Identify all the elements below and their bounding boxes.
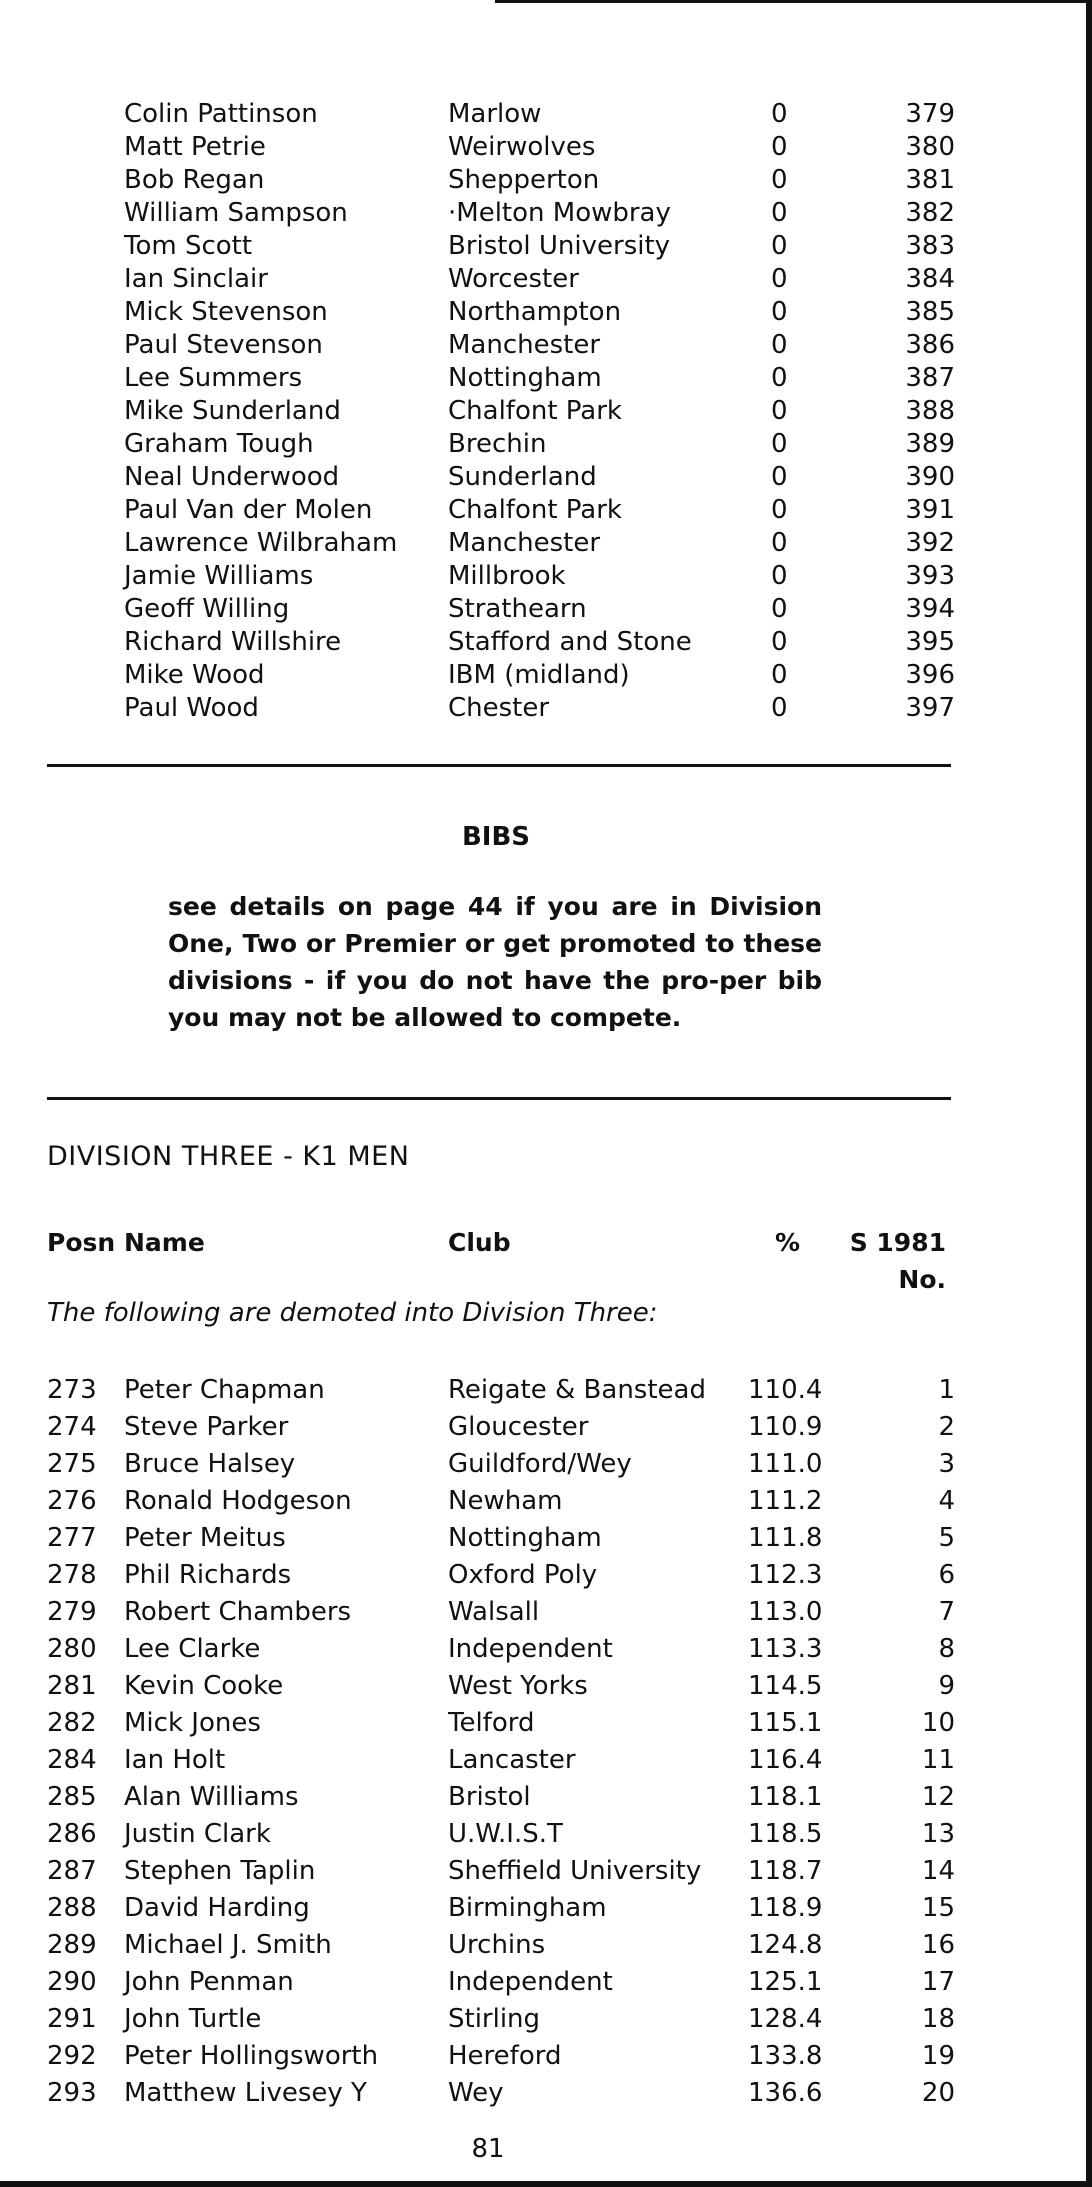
competitor-value: 0 <box>771 198 788 228</box>
row-position: 274 <box>47 1412 97 1442</box>
row-name: Peter Meitus <box>124 1523 286 1553</box>
row-club: Independent <box>448 1967 613 1997</box>
table-row <box>0 1559 1092 1592</box>
row-name: Phil Richards <box>124 1560 292 1590</box>
list-item <box>0 230 1092 263</box>
row-name: John Penman <box>124 1967 294 1997</box>
row-position: 286 <box>47 1819 97 1849</box>
competitor-value: 0 <box>771 495 788 525</box>
row-position: 280 <box>47 1634 97 1664</box>
competitor-club: Shepperton <box>448 165 600 195</box>
competitor-number: 395 <box>905 627 955 657</box>
divider-rule <box>47 1097 951 1100</box>
row-percent: 128.4 <box>748 2004 823 2034</box>
table-row <box>0 2077 1092 2110</box>
competitor-club: Nottingham <box>448 363 602 393</box>
competitor-value: 0 <box>771 396 788 426</box>
row-number: 7 <box>938 1597 955 1627</box>
row-name: Ian Holt <box>124 1745 226 1775</box>
row-percent: 115.1 <box>748 1708 823 1738</box>
competitor-club: Millbrook <box>448 561 566 591</box>
competitor-name: Mike Sunderland <box>124 396 341 426</box>
row-number: 19 <box>921 2041 955 2071</box>
table-row <box>0 1966 1092 1999</box>
row-club: Nottingham <box>448 1523 602 1553</box>
competitor-name: Neal Underwood <box>124 462 340 492</box>
competitor-number: 396 <box>905 660 955 690</box>
row-name: Michael J. Smith <box>124 1930 332 1960</box>
row-club: Telford <box>448 1708 535 1738</box>
row-position: 288 <box>47 1893 97 1923</box>
row-number: 16 <box>921 1930 955 1960</box>
row-percent: 113.3 <box>748 1634 823 1664</box>
row-club: Urchins <box>448 1930 546 1960</box>
row-percent: 124.8 <box>748 1930 823 1960</box>
header-club: Club <box>448 1228 511 1257</box>
competitor-club: IBM (midland) <box>448 660 630 690</box>
competitor-number: 392 <box>905 528 955 558</box>
list-item <box>0 494 1092 527</box>
list-item <box>0 461 1092 494</box>
row-number: 20 <box>921 2078 955 2108</box>
competitor-value: 0 <box>771 594 788 624</box>
table-row <box>0 1374 1092 1407</box>
competitor-name: Matt Petrie <box>124 132 266 162</box>
competitor-number: 387 <box>905 363 955 393</box>
list-item <box>0 164 1092 197</box>
row-name: Lee Clarke <box>124 1634 261 1664</box>
competitor-name: Mick Stevenson <box>124 297 328 327</box>
row-number: 18 <box>921 2004 955 2034</box>
row-name: Steve Parker <box>124 1412 289 1442</box>
competitor-number: 385 <box>905 297 955 327</box>
row-name: Justin Clark <box>124 1819 271 1849</box>
row-club: U.W.I.S.T <box>448 1819 563 1849</box>
competitor-value: 0 <box>771 462 788 492</box>
competitor-value: 0 <box>771 627 788 657</box>
row-position: 279 <box>47 1597 97 1627</box>
row-name: Stephen Taplin <box>124 1856 316 1886</box>
competitor-club: Stafford and Stone <box>448 627 692 657</box>
competitor-club: Chalfont Park <box>448 495 622 525</box>
row-percent: 116.4 <box>748 1745 823 1775</box>
competitor-number: 382 <box>905 198 955 228</box>
table-row <box>0 1522 1092 1555</box>
list-item <box>0 593 1092 626</box>
competitor-number: 397 <box>905 693 955 723</box>
row-number: 6 <box>938 1560 955 1590</box>
competitor-number: 393 <box>905 561 955 591</box>
competitor-value: 0 <box>771 231 788 261</box>
division-title: DIVISION THREE - K1 MEN <box>47 1141 410 1172</box>
competitor-club: Weirwolves <box>448 132 596 162</box>
list-item <box>0 395 1092 428</box>
row-position: 282 <box>47 1708 97 1738</box>
row-position: 273 <box>47 1375 97 1405</box>
competitor-club: Sunderland <box>448 462 597 492</box>
list-item <box>0 659 1092 692</box>
competitor-club: Northampton <box>448 297 622 327</box>
competitor-value: 0 <box>771 297 788 327</box>
row-position: 281 <box>47 1671 97 1701</box>
competitor-name: Jamie Williams <box>124 561 314 591</box>
competitor-value: 0 <box>771 693 788 723</box>
competitor-name: Geoff Willing <box>124 594 290 624</box>
row-percent: 118.9 <box>748 1893 823 1923</box>
row-percent: 114.5 <box>748 1671 823 1701</box>
competitor-value: 0 <box>771 561 788 591</box>
competitor-value: 0 <box>771 99 788 129</box>
table-row <box>0 1855 1092 1888</box>
row-number: 9 <box>938 1671 955 1701</box>
competitor-name: Paul Van der Molen <box>124 495 373 525</box>
header-name: Name <box>124 1228 205 1257</box>
row-name: Robert Chambers <box>124 1597 352 1627</box>
competitor-name: Richard Willshire <box>124 627 342 657</box>
row-number: 15 <box>921 1893 955 1923</box>
competitor-value: 0 <box>771 264 788 294</box>
page-edge-top <box>495 0 1092 3</box>
row-position: 289 <box>47 1930 97 1960</box>
row-club: West Yorks <box>448 1671 588 1701</box>
row-number: 2 <box>938 1412 955 1442</box>
list-item <box>0 692 1092 725</box>
competitor-number: 391 <box>905 495 955 525</box>
row-position: 277 <box>47 1523 97 1553</box>
row-number: 3 <box>938 1449 955 1479</box>
competitor-name: Paul Stevenson <box>124 330 323 360</box>
header-s1981: S 1981 <box>849 1228 946 1257</box>
table-row <box>0 1411 1092 1444</box>
competitor-number: 380 <box>905 132 955 162</box>
row-name: Alan Williams <box>124 1782 299 1812</box>
row-position: 285 <box>47 1782 97 1812</box>
row-club: Gloucester <box>448 1412 589 1442</box>
competitor-club: Chalfont Park <box>448 396 622 426</box>
competitor-number: 379 <box>905 99 955 129</box>
row-name: Peter Hollingsworth <box>124 2041 379 2071</box>
row-name: Mick Jones <box>124 1708 261 1738</box>
competitor-value: 0 <box>771 660 788 690</box>
demoted-note: The following are demoted into Division Three: <box>47 1298 658 1328</box>
competitor-club: Strathearn <box>448 594 587 624</box>
row-number: 5 <box>938 1523 955 1553</box>
competitor-number: 389 <box>905 429 955 459</box>
table-row <box>0 2040 1092 2073</box>
row-club: Guildford/Wey <box>448 1449 632 1479</box>
row-name: Matthew Livesey Y <box>124 2078 367 2108</box>
competitor-name: Lawrence Wilbraham <box>124 528 398 558</box>
page-edge-bottom <box>0 2181 1092 2187</box>
row-percent: 118.5 <box>748 1819 823 1849</box>
row-percent: 111.8 <box>748 1523 823 1553</box>
list-item <box>0 197 1092 230</box>
competitor-number: 388 <box>905 396 955 426</box>
list-item <box>0 296 1092 329</box>
competitor-value: 0 <box>771 165 788 195</box>
competitor-value: 0 <box>771 429 788 459</box>
competitor-value: 0 <box>771 330 788 360</box>
table-row <box>0 1633 1092 1666</box>
row-club: Wey <box>448 2078 504 2108</box>
row-position: 287 <box>47 1856 97 1886</box>
list-item <box>0 362 1092 395</box>
row-percent: 113.0 <box>748 1597 823 1627</box>
competitor-name: Ian Sinclair <box>124 264 268 294</box>
row-number: 17 <box>921 1967 955 1997</box>
row-name: Kevin Cooke <box>124 1671 284 1701</box>
competitor-number: 390 <box>905 462 955 492</box>
row-club: Lancaster <box>448 1745 576 1775</box>
row-position: 291 <box>47 2004 97 2034</box>
row-club: Reigate & Banstead <box>448 1375 706 1405</box>
competitor-name: Paul Wood <box>124 693 259 723</box>
list-item <box>0 428 1092 461</box>
row-percent: 111.0 <box>748 1449 823 1479</box>
row-position: 278 <box>47 1560 97 1590</box>
row-position: 290 <box>47 1967 97 1997</box>
row-percent: 133.8 <box>748 2041 823 2071</box>
table-row <box>0 2003 1092 2036</box>
row-percent: 112.3 <box>748 1560 823 1590</box>
row-name: John Turtle <box>124 2004 262 2034</box>
row-percent: 110.9 <box>748 1412 823 1442</box>
table-row <box>0 1744 1092 1777</box>
row-club: Newham <box>448 1486 563 1516</box>
bibs-heading: BIBS <box>461 822 531 852</box>
row-position: 292 <box>47 2041 97 2071</box>
table-row <box>0 1781 1092 1814</box>
row-percent: 111.2 <box>748 1486 823 1516</box>
row-number: 1 <box>938 1375 955 1405</box>
table-row <box>0 1929 1092 1962</box>
row-percent: 136.6 <box>748 2078 823 2108</box>
table-row <box>0 1892 1092 1925</box>
list-item <box>0 560 1092 593</box>
row-club: Bristol <box>448 1782 531 1812</box>
row-name: Ronald Hodgeson <box>124 1486 352 1516</box>
row-name: David Harding <box>124 1893 310 1923</box>
row-number: 4 <box>938 1486 955 1516</box>
competitor-club: Manchester <box>448 528 601 558</box>
list-item <box>0 329 1092 362</box>
competitor-number: 394 <box>905 594 955 624</box>
competitor-name: Bob Regan <box>124 165 265 195</box>
row-percent: 118.7 <box>748 1856 823 1886</box>
row-percent: 110.4 <box>748 1375 823 1405</box>
row-percent: 125.1 <box>748 1967 823 1997</box>
competitor-club: Bristol University <box>448 231 671 261</box>
header-percent: % <box>775 1228 801 1257</box>
row-number: 11 <box>921 1745 955 1775</box>
competitor-name: Tom Scott <box>124 231 253 261</box>
row-club: Walsall <box>448 1597 540 1627</box>
row-number: 14 <box>921 1856 955 1886</box>
divider-rule <box>47 764 951 767</box>
competitor-value: 0 <box>771 132 788 162</box>
list-item <box>0 98 1092 131</box>
row-position: 275 <box>47 1449 97 1479</box>
competitor-value: 0 <box>771 528 788 558</box>
row-name: Bruce Halsey <box>124 1449 296 1479</box>
row-position: 284 <box>47 1745 97 1775</box>
competitor-number: 383 <box>905 231 955 261</box>
list-item <box>0 626 1092 659</box>
competitor-number: 386 <box>905 330 955 360</box>
table-row <box>0 1818 1092 1851</box>
competitor-value: 0 <box>771 363 788 393</box>
table-row <box>0 1485 1092 1518</box>
competitor-name: Lee Summers <box>124 363 303 393</box>
row-club: Birmingham <box>448 1893 607 1923</box>
row-number: 8 <box>938 1634 955 1664</box>
header-posn: Posn <box>47 1228 116 1257</box>
row-percent: 118.1 <box>748 1782 823 1812</box>
table-row <box>0 1596 1092 1629</box>
list-item <box>0 263 1092 296</box>
row-position: 293 <box>47 2078 97 2108</box>
row-club: Independent <box>448 1634 613 1664</box>
list-item <box>0 527 1092 560</box>
competitor-name: Colin Pattinson <box>124 99 318 129</box>
competitor-name: Graham Tough <box>124 429 314 459</box>
row-number: 13 <box>921 1819 955 1849</box>
row-club: Hereford <box>448 2041 562 2071</box>
competitor-number: 381 <box>905 165 955 195</box>
bibs-notice: see details on page 44 if you are in Division One, Two or Premier or get promoted to these divisions - if you do not have the pro-per bib you may not be allowed to compete. <box>168 892 822 1032</box>
competitor-name: Mike Wood <box>124 660 265 690</box>
row-club: Stirling <box>448 2004 541 2034</box>
row-position: 276 <box>47 1486 97 1516</box>
competitor-name: William Sampson <box>124 198 348 228</box>
competitor-club: ·Melton Mowbray <box>448 198 671 228</box>
competitor-club: Chester <box>448 693 550 723</box>
row-name: Peter Chapman <box>124 1375 325 1405</box>
competitor-club: Manchester <box>448 330 601 360</box>
competitor-club: Marlow <box>448 99 542 129</box>
table-row <box>0 1707 1092 1740</box>
table-row <box>0 1448 1092 1481</box>
competitor-club: Brechin <box>448 429 547 459</box>
header-number: No. <box>898 1265 946 1294</box>
competitor-club: Worcester <box>448 264 579 294</box>
table-row <box>0 1670 1092 1703</box>
row-number: 12 <box>921 1782 955 1812</box>
competitor-number: 384 <box>905 264 955 294</box>
page-number: 81 <box>471 2134 505 2164</box>
row-club: Oxford Poly <box>448 1560 598 1590</box>
list-item <box>0 131 1092 164</box>
row-number: 10 <box>921 1708 955 1738</box>
row-club: Sheffield University <box>448 1856 702 1886</box>
